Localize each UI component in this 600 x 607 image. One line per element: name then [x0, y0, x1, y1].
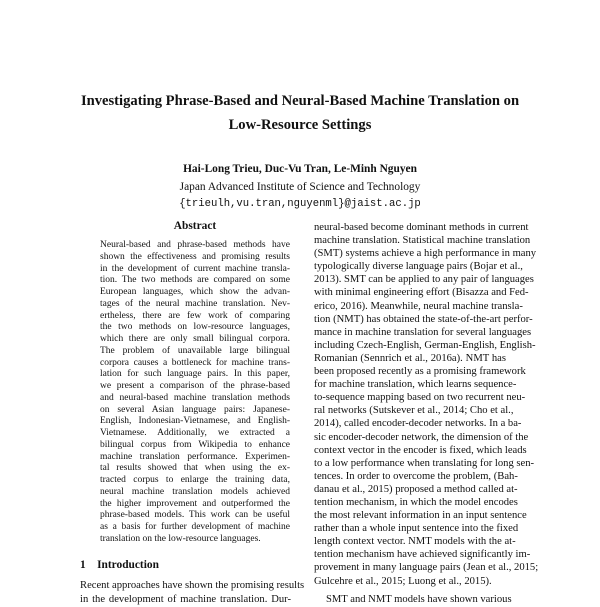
text-line: shown the effectiveness and promising results — [100, 251, 290, 262]
text-line: translation on the low-resource languages. — [100, 533, 261, 544]
text-line: neural machine translation models achieved — [100, 486, 290, 497]
text-line: in the development of machine translation. Dur- — [80, 594, 291, 605]
text-line: sic encoder-decoder network, the dimension of the — [314, 431, 529, 443]
text-line: machine translation performance. Experimen- — [100, 451, 290, 462]
section-heading-introduction — [80, 559, 159, 571]
text-line: rather than a whole input sentence into the fixed — [314, 523, 519, 535]
text-line: tracted corpus to enlarge the training data, — [100, 475, 290, 485]
text-line: neural-based become dominant methods in current — [314, 222, 529, 233]
text-line: corpora causes a bottleneck for machine trans- — [100, 357, 290, 368]
email: {trieulh,vu.tran,nguyenml}@jaist.ac.jp — [179, 198, 421, 210]
text-line: tences. In order to overcome the problem, (Bah- — [314, 470, 518, 482]
text-line: erico, 2016). Meanwhile, neural machine transla- — [314, 300, 523, 312]
text-line: Romanian (Sennrich et al., 2016a). NMT has — [314, 352, 506, 364]
affiliation: Japan Advanced Institute of Science and Technology — [179, 181, 421, 193]
text-line: for machine translation, which learns sequence- — [314, 379, 517, 391]
text-line: The problem of unavailable large bilingual — [100, 345, 290, 356]
text-line: context vector in the encoder is fixed, which leads — [314, 444, 527, 456]
text-line: danau et al., 2015) proposed a method called at- — [314, 483, 518, 495]
text-line: Gulcehre et al., 2015; Luong et al., 2015). — [314, 575, 492, 587]
text-line: 2014), called encoder-decoder networks. In a ba- — [314, 418, 522, 430]
text-line: European languages, which show the advan- — [100, 287, 290, 297]
paper-title — [0, 89, 600, 137]
text-line: to a low performance when translating for long sen- — [314, 457, 535, 469]
abstract-heading: Abstract — [173, 220, 217, 232]
text-line: lation for such language pairs. In this paper, — [100, 369, 290, 380]
text-line: with minimal engineering effort (Bisazza and Fed- — [314, 287, 529, 299]
text-line: as a basis for further development of machine — [100, 522, 290, 532]
title-line: Low-Resource Settings — [228, 117, 372, 133]
text-line: English, Indonesian-Vietnamese, and English- — [100, 416, 290, 427]
text-line: to-sequence mapping based on two recurrent neu- — [314, 392, 526, 404]
text-line: and neural-based machine translation methods — [100, 392, 290, 403]
text-line: SMT and NMT models have shown various — [326, 593, 512, 605]
text-line: tages of the neural machine translation. Nev- — [100, 298, 290, 309]
introduction-left-text — [80, 579, 305, 607]
text-line: Vietnamese. Additionally, we extracted a — [100, 428, 290, 438]
title-line: Investigating Phrase-Based and Neural-Based Machine Translation on — [80, 93, 520, 109]
text-line: mance in machine translation for several languages — [314, 326, 532, 338]
text-line: bilingual corpus from Wikipedia to enhance — [100, 439, 290, 450]
introduction-right-column — [314, 221, 539, 606]
text-line: provement in many language pairs (Jean et al., 2015; — [314, 562, 539, 574]
text-line: tention mechanism have achieved significantly im- — [314, 549, 531, 561]
text-line: length context vector. NMT models with the at- — [314, 536, 516, 548]
text-line: tal results showed that when using the ex- — [100, 463, 290, 474]
text-line: we present a comparison of the phrase-based — [100, 381, 290, 391]
text-line: tention mechanism, in which the model encodes — [314, 496, 518, 508]
text-line: in the development of current machine transla- — [100, 263, 290, 274]
text-line: on several Asian language pairs: Japanese- — [100, 404, 290, 415]
text-line: tion (NMT) has obtained the state-of-the-art perfor- — [314, 313, 533, 325]
text-line: the most relevant information in an input sentence — [314, 510, 527, 522]
authors: Hai-Long Trieu, Duc-Vu Tran, Le-Minh Nguyen — [183, 163, 417, 175]
abstract-body — [100, 240, 290, 546]
text-line: 2013). SMT can be applied to any pair of languages — [314, 274, 534, 286]
text-line: (SMT) systems achieve a high performance in many — [314, 248, 537, 260]
text-line: the higher improvement and outperformed the — [100, 498, 290, 509]
text-line: tion. The two methods are compared on some — [100, 275, 290, 286]
text-line: Recent approaches have shown the promising results — [80, 580, 305, 591]
text-line: been proposed recently as a promising framework — [314, 366, 526, 378]
text-line: phrase-based models. This work can be useful — [100, 510, 290, 521]
text-line: which there are only small bilingual corpora. — [100, 334, 290, 344]
text-line: machine translation. Statistical machine translation — [314, 235, 531, 247]
text-line: ertheless, there are few work of comparing — [100, 310, 290, 321]
text-line: typologically diverse language pairs (Bojar et al., — [314, 261, 523, 273]
text-line: ral networks (Sutskever et al., 2014; Cho et al., — [314, 405, 514, 417]
text-line: including Czech-English, German-English, English- — [314, 339, 536, 351]
section-number: 1 — [80, 559, 86, 571]
section-title: Introduction — [97, 559, 159, 571]
text-line: the two methods on low-resource languages, — [100, 322, 290, 333]
text-line: Neural-based and phrase-based methods have — [100, 240, 290, 250]
